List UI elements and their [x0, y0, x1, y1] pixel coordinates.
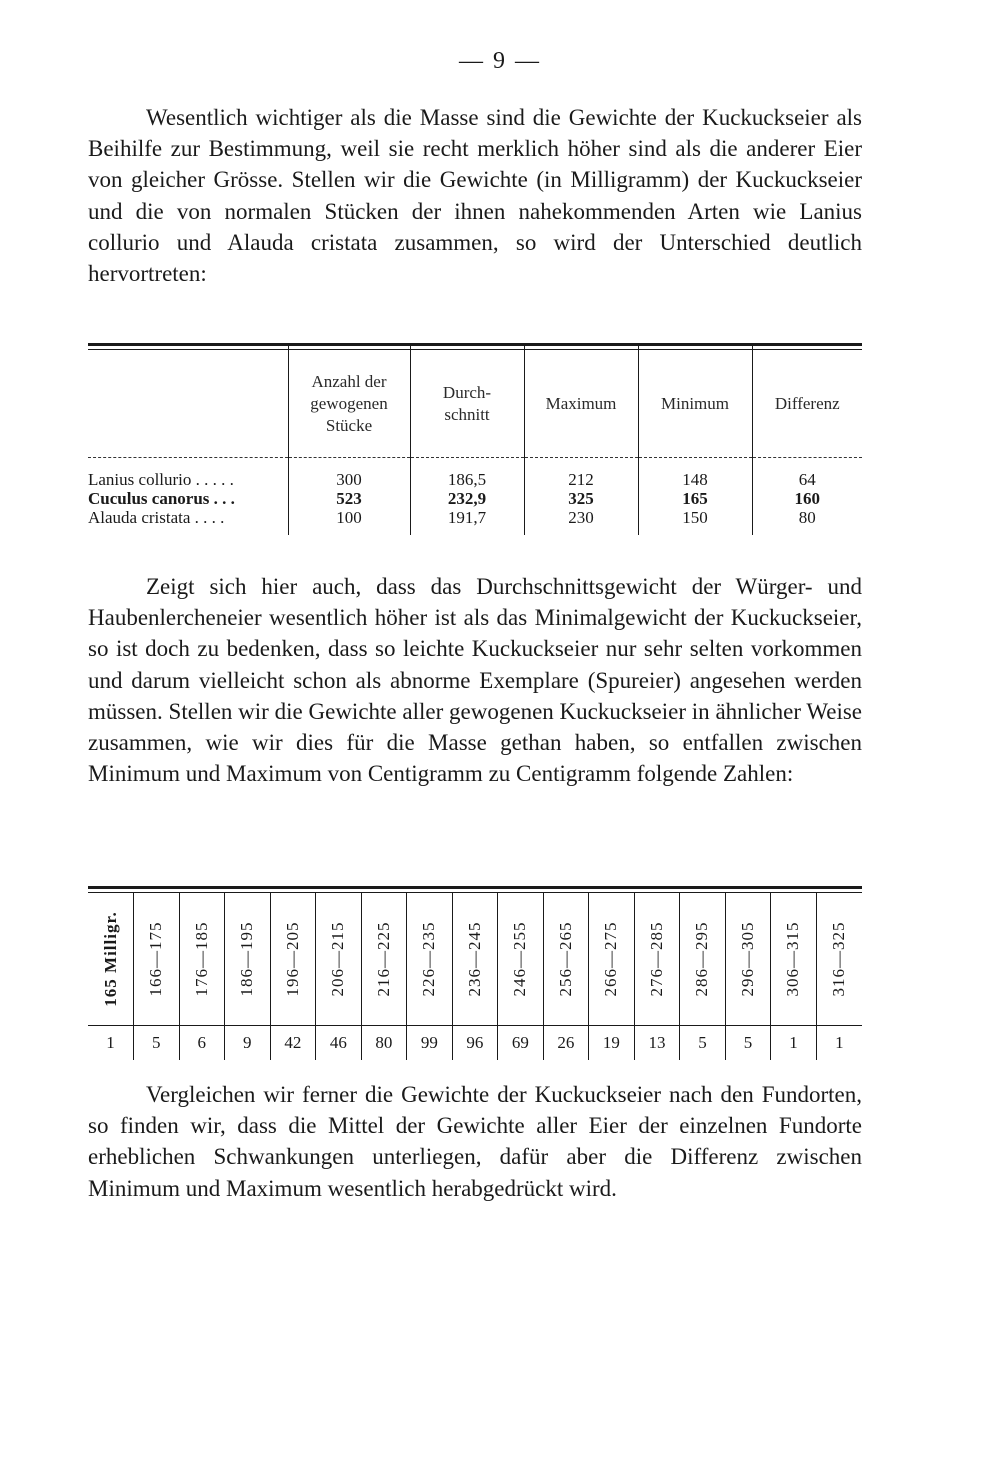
table-top-rule: [88, 886, 862, 893]
count-cell: 5: [680, 1026, 726, 1061]
range-header: [771, 893, 817, 1026]
header-average: [410, 343, 524, 458]
count-cell: 46: [316, 1026, 362, 1061]
page-number: — 9 —: [459, 48, 541, 74]
count-cell: 6: [179, 1026, 225, 1061]
range-header: [680, 893, 726, 1026]
range-header: [134, 893, 180, 1026]
range-label: 286—295: [692, 921, 712, 997]
count-cell: 19: [589, 1026, 635, 1061]
paragraph-distribution-intro: Zeigt sich hier auch, dass das Durchschnittsgewicht der Würger- und Haubenlercheneier wesentlich höher ist als das Minimalgewicht der Kuckuckseier, so ist doch zu bedenken, dass so leichte Kuckuckseier nur sehr selten vorkommen und darum vielleicht schon als abnorme Exemplare (Spureier) angesehen werden müssen. Stellen wir die Gewichte aller gewogenen Kuckuckseier in ähnlicher Weise zusammen, wie wir dies für die Masse gethan haben, so entfallen zwischen Minimum und Maximum von Centigramm zu Centigramm folgende Zahlen:: [88, 574, 862, 787]
distribution-count-row: [88, 1026, 862, 1061]
count-cell: 13: [634, 1026, 680, 1061]
range-header: [270, 893, 316, 1026]
range-header: [361, 893, 407, 1026]
range-header: [634, 893, 680, 1026]
range-label: 196—205: [282, 921, 302, 997]
min-cell: 165: [638, 489, 752, 508]
diff-cell: 160: [752, 489, 862, 508]
min-cell: 148: [638, 458, 752, 490]
diff-cell: 80: [752, 508, 862, 535]
diff-cell: 64: [752, 458, 862, 490]
range-header: [725, 893, 771, 1026]
range-header: [816, 893, 862, 1026]
average-cell: 232,9: [410, 489, 524, 508]
range-label: 276—285: [646, 921, 666, 997]
count-cell: 99: [407, 1026, 453, 1061]
range-header: [225, 893, 271, 1026]
count-cell: 1: [771, 1026, 817, 1061]
count-cell: 100: [288, 508, 410, 535]
table-row: [88, 508, 862, 535]
count-cell: 1: [106, 1033, 115, 1052]
distribution-header-row: [88, 893, 862, 1026]
header-average-line1: Durch-: [442, 383, 492, 402]
count-cell: 69: [498, 1026, 544, 1061]
range-label: 266—275: [601, 921, 621, 997]
range-label: 246—255: [510, 921, 530, 997]
average-cell: 186,5: [410, 458, 524, 490]
header-count-line3: Stücke: [325, 416, 373, 435]
range-header: [543, 893, 589, 1026]
range-label: 236—245: [464, 921, 484, 997]
count-cell: 96: [452, 1026, 498, 1061]
range-header: [498, 893, 544, 1026]
table-row: [88, 489, 862, 508]
table-row: [88, 458, 862, 490]
count-cell: 1: [816, 1026, 862, 1061]
range-header: [316, 893, 362, 1026]
species-name: Alauda cristata . . . .: [88, 508, 225, 527]
distribution-table: [88, 893, 862, 1060]
average-cell: 191,7: [410, 508, 524, 535]
range-label: 306—315: [783, 921, 803, 997]
range-label: 206—215: [328, 921, 348, 997]
max-cell: 325: [524, 489, 638, 508]
range-header: [589, 893, 635, 1026]
count-cell: 26: [543, 1026, 589, 1061]
weights-table: [88, 343, 862, 535]
header-count-line2: gewogenen: [310, 394, 388, 413]
range-label: 216—225: [373, 921, 393, 997]
range-header: [407, 893, 453, 1026]
range-header: [88, 893, 134, 1026]
count-cell: 300: [288, 458, 410, 490]
range-label: 226—235: [419, 921, 439, 997]
count-cell: 42: [270, 1026, 316, 1061]
range-label: 256—265: [555, 921, 575, 997]
range-label: 186—195: [237, 921, 257, 997]
min-cell: 150: [638, 508, 752, 535]
range-header: [452, 893, 498, 1026]
paragraph-locations: Vergleichen wir ferner die Gewichte der Kuckuckseier nach den Fundorten, so finden wir, dass die Mittel der Gewichte aller Eier der einzelnen Fundorte erheblichen Schwankungen unterliegen, dafür aber die Differenz zwischen Minimum und Maximum wesentlich herabgedrückt wird.: [88, 1082, 862, 1201]
header-average-line2: schnitt: [444, 405, 490, 424]
weights-table-header: [88, 343, 862, 458]
range-label: 165 Milligr.: [100, 911, 120, 1007]
max-cell: 230: [524, 508, 638, 535]
count-cell: 9: [225, 1026, 271, 1061]
species-name: Lanius collurio . . . . .: [88, 470, 234, 489]
range-label: 316—325: [829, 921, 849, 997]
header-max: Maximum: [524, 343, 638, 458]
count-cell: 80: [361, 1026, 407, 1061]
range-header: [179, 893, 225, 1026]
range-label: 166—175: [146, 921, 166, 997]
range-label: 296—305: [737, 921, 757, 997]
count-cell: 5: [134, 1026, 180, 1061]
header-species: [88, 343, 288, 458]
header-diff: Differenz: [752, 343, 862, 458]
max-cell: 212: [524, 458, 638, 490]
header-count: [288, 343, 410, 458]
range-label: 176—185: [191, 921, 211, 997]
species-name: Cuculus canorus . . .: [88, 489, 235, 508]
header-min: Minimum: [638, 343, 752, 458]
count-cell: 523: [288, 489, 410, 508]
count-cell: 5: [725, 1026, 771, 1061]
header-count-line1: Anzahl der: [311, 372, 387, 391]
paragraph-weights-intro: Wesentlich wichtiger als die Masse sind die Gewichte der Kuckuckseier als Beihilfe zur Bestimmung, weil sie recht merklich höher sind als die anderer Eier von gleicher Grösse. Stellen wir die Gewichte (in Milligramm) der Kuckuckseier und die von normalen Stücken der ihnen nahekommenden Arten wie Lanius collurio und Alauda cristata zusammen, so wird der Unterschied deutlich hervortreten:: [88, 105, 862, 287]
